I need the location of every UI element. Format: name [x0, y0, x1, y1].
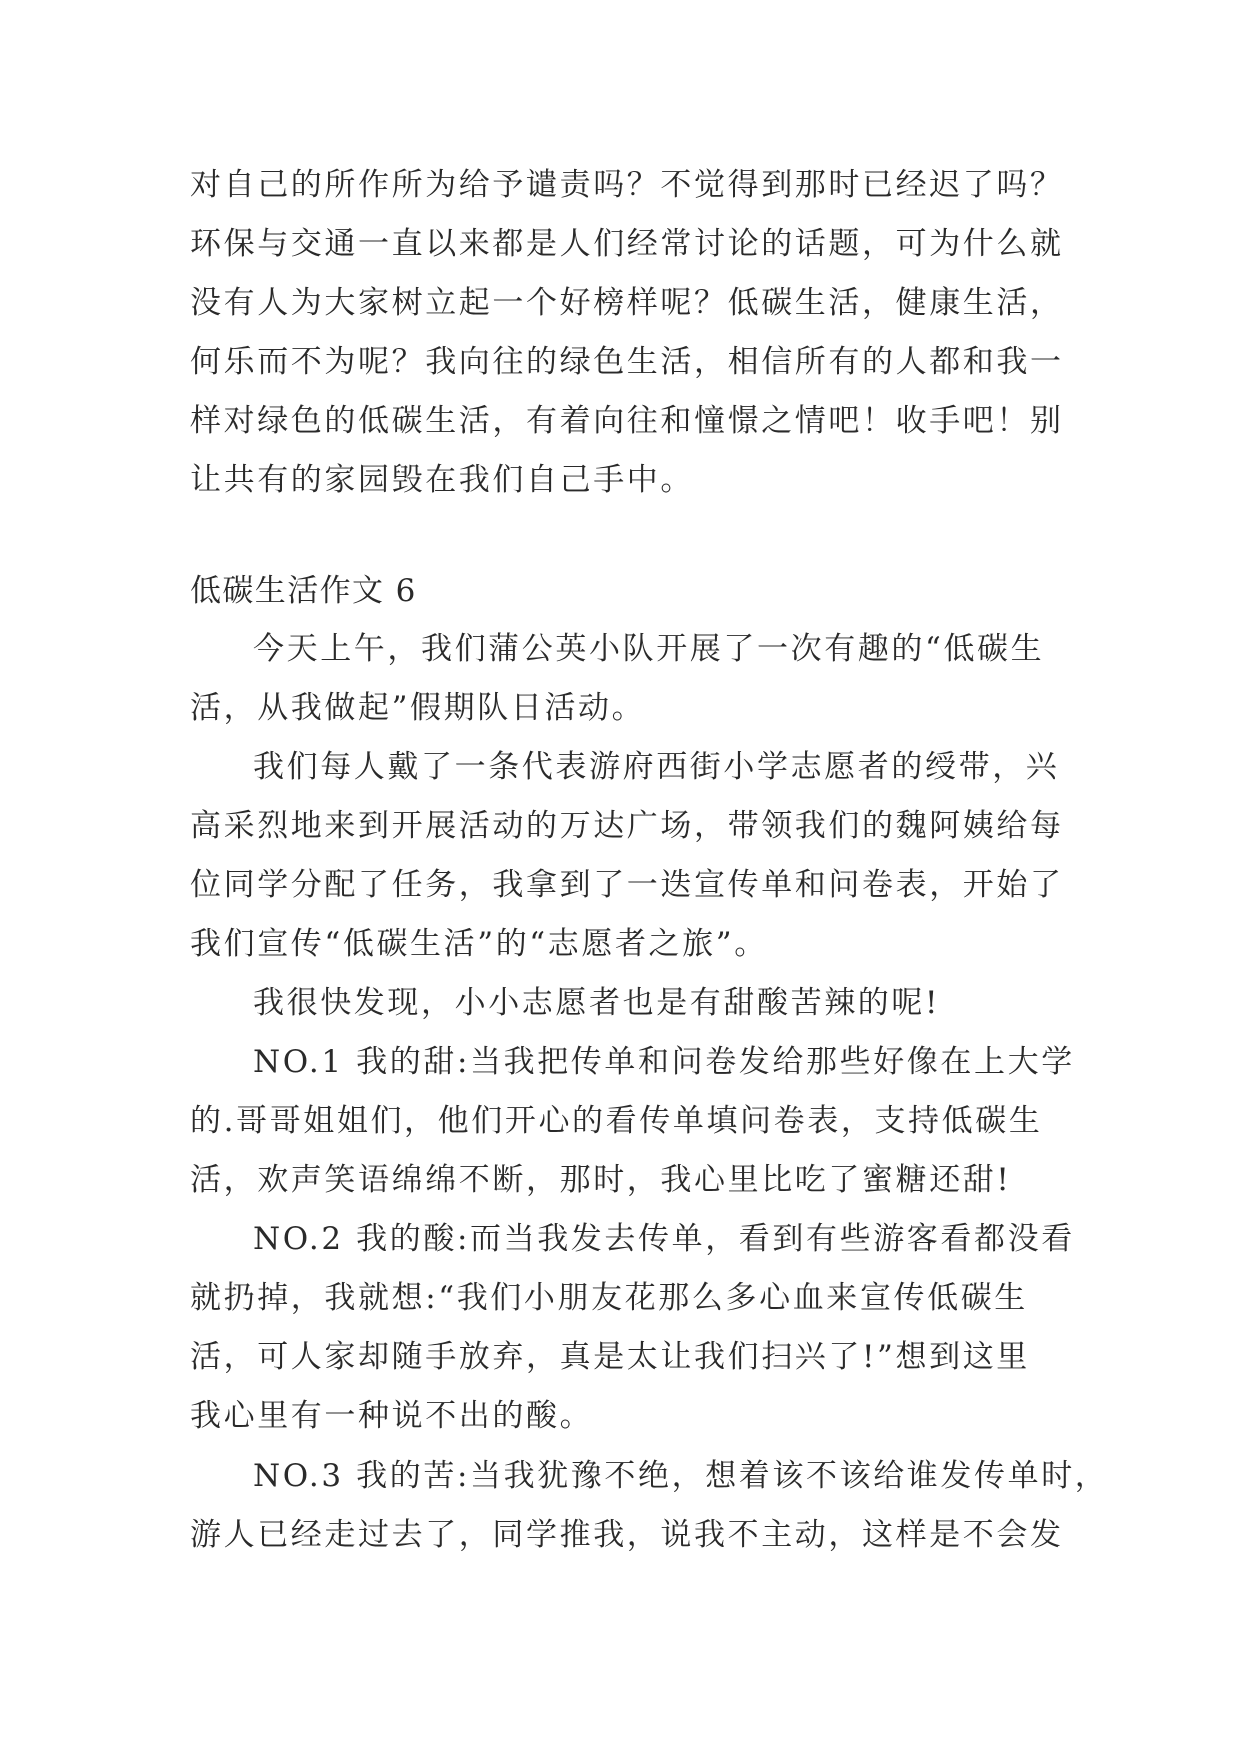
paragraph-line: 活，可人家却随手放弃，真是太让我们扫兴了!”想到这里: [190, 1339, 1030, 1375]
text-line: 环保与交通一直以来都是人们经常讨论的话题，可为什么就: [190, 226, 1064, 262]
paragraph-line: 今天上午，我们蒲公英小队开展了一次有趣的“低碳生: [253, 631, 1045, 667]
paragraph-line: 就扔掉，我就想:“我们小朋友花那么多心血来宣传低碳生: [190, 1280, 1028, 1316]
paragraph-line: NO.1 我的甜:当我把传单和问卷发给那些好像在上大学: [253, 1044, 1075, 1080]
paragraph-line: 位同学分配了任务，我拿到了一迭宣传单和问卷表，开始了: [190, 867, 1064, 903]
text-line: 没有人为大家树立起一个好榜样呢？低碳生活，健康生活，: [190, 285, 1064, 321]
paragraph-line: 游人已经走过去了，同学推我，说我不主动，这样是不会发: [190, 1517, 1064, 1553]
text-line: 让共有的家园毁在我们自己手中。: [190, 462, 694, 498]
paragraph-line: 的.哥哥姐姐们，他们开心的看传单填问卷表，支持低碳生: [190, 1103, 1043, 1139]
paragraph-line: NO.3 我的苦:当我犹豫不绝，想着该不该给谁发传单时，: [253, 1458, 1109, 1494]
text-line: 何乐而不为呢？我向往的绿色生活，相信所有的人都和我一: [190, 344, 1064, 380]
section-heading: 低碳生活作文 6: [190, 573, 417, 609]
paragraph-line: 高采烈地来到开展活动的万达广场，带领我们的魏阿姨给每: [190, 808, 1064, 844]
paragraph-line: NO.2 我的酸:而当我发去传单，看到有些游客看都没看: [253, 1221, 1075, 1257]
paragraph-line: 我心里有一种说不出的酸。: [190, 1398, 594, 1434]
paragraph-line: 我们每人戴了一条代表游府西街小学志愿者的绶带，兴: [253, 749, 1060, 785]
paragraph-line: 活，从我做起”假期队日活动。: [190, 690, 646, 726]
paragraph-line: 我很快发现，小小志愿者也是有甜酸苦辣的呢!: [253, 985, 941, 1021]
paragraph-line: 我们宣传“低碳生活”的“志愿者之旅”。: [190, 926, 768, 962]
text-line: 样对绿色的低碳生活，有着向往和憧憬之情吧！收手吧！别: [190, 403, 1064, 439]
text-line: 对自己的所作所为给予谴责吗？不觉得到那时已经迟了吗？: [190, 167, 1064, 203]
paragraph-line: 活，欢声笑语绵绵不断，那时，我心里比吃了蜜糖还甜!: [190, 1162, 1012, 1198]
